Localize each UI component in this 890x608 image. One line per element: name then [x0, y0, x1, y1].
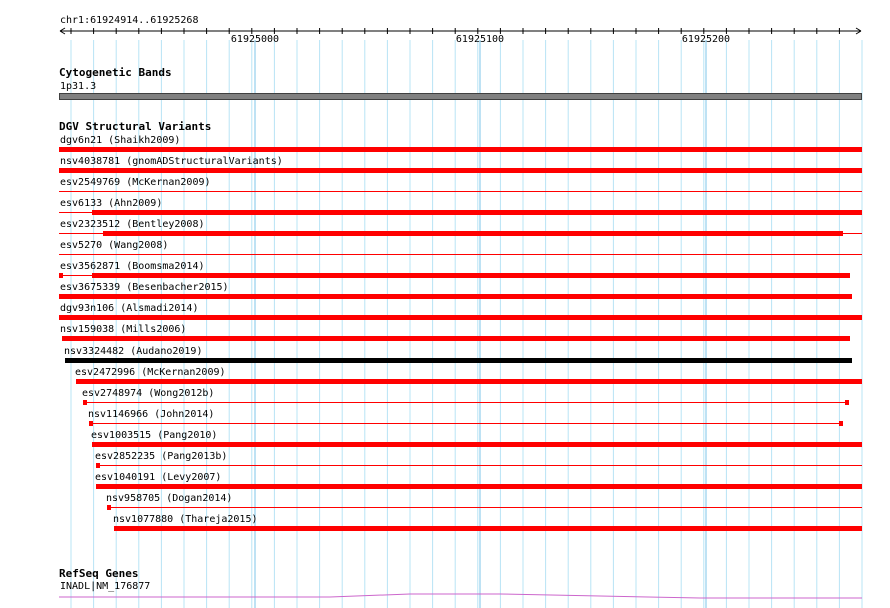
dgv-feature-glyph[interactable] — [0, 462, 890, 470]
feature-thick — [65, 358, 852, 363]
dgv-feature-glyph[interactable] — [0, 272, 890, 280]
dgv-feature-glyph[interactable] — [0, 483, 890, 491]
dgv-feature-label: esv6133 (Ahn2009) — [60, 198, 163, 210]
feature-end-block — [845, 400, 849, 405]
feature-thick — [96, 484, 862, 489]
dgv-feature-glyph[interactable] — [0, 525, 890, 533]
dgv-feature-glyph[interactable] — [0, 314, 890, 322]
ruler-tick-label: 61925000 — [230, 34, 280, 45]
dgv-feature-label: esv5270 (Wang2008) — [60, 240, 169, 252]
dgv-feature-glyph[interactable] — [0, 293, 890, 301]
feature-end-block — [839, 421, 843, 426]
dgv-feature-glyph[interactable] — [0, 399, 890, 407]
dgv-feature-label: dgv93n106 (Alsmadi2014) — [60, 303, 199, 315]
refseq-track-title: RefSeq Genes — [59, 567, 139, 580]
feature-thick — [62, 336, 850, 341]
ruler-tick-label: 61925200 — [681, 34, 731, 45]
dgv-feature-glyph[interactable] — [0, 335, 890, 343]
dgv-feature-label: esv2852235 (Pang2013b) — [95, 450, 228, 462]
dgv-feature-label: dgv6n21 (Shaikh2009) — [60, 135, 181, 146]
dgv-feature-label: esv2472996 (McKernan2009) — [75, 366, 226, 378]
dgv-feature-glyph[interactable] — [0, 378, 890, 386]
dgv-feature-glyph[interactable] — [0, 167, 890, 175]
dgv-feature-glyph[interactable] — [0, 209, 890, 217]
dgv-feature-glyph[interactable] — [0, 188, 890, 196]
dgv-feature-label: esv2549769 (McKernan2009) — [60, 177, 211, 189]
dgv-feature-label: esv1003515 (Pang2010) — [91, 429, 218, 441]
dgv-feature-glyph[interactable] — [0, 230, 890, 238]
dgv-feature-label: nsv3324482 (Audano2019) — [64, 345, 203, 357]
dgv-feature-glyph[interactable] — [0, 251, 890, 259]
dgv-feature-label: esv3562871 (Boomsma2014) — [60, 261, 205, 273]
dgv-feature-glyph[interactable] — [0, 357, 890, 365]
feature-thick — [76, 379, 862, 384]
dgv-feature-glyph[interactable] — [0, 441, 890, 449]
dgv-feature-glyph[interactable] — [0, 146, 890, 154]
dgv-feature-glyph[interactable] — [0, 420, 890, 428]
dgv-track-title: DGV Structural Variants — [59, 120, 212, 133]
feature-end-block — [107, 505, 111, 510]
feature-thick — [114, 526, 862, 531]
feature-thick — [59, 294, 852, 299]
feature-end-block — [89, 421, 93, 426]
cytoband-track-title: Cytogenetic Bands — [59, 66, 172, 79]
dgv-feature-glyph[interactable] — [0, 504, 890, 512]
dgv-feature-label: nsv1146966 (John2014) — [88, 408, 215, 420]
feature-thick — [103, 231, 843, 236]
dgv-feature-label: nsv958705 (Dogan2014) — [106, 492, 233, 504]
feature-thick — [92, 442, 862, 447]
feature-thick — [59, 168, 862, 173]
dgv-feature-label: esv1040191 (Levy2007) — [95, 471, 222, 483]
refseq-gene-line[interactable] — [0, 592, 890, 608]
dgv-feature-label: esv2748974 (Wong2012b) — [82, 387, 215, 399]
feature-thick — [59, 147, 862, 152]
refseq-gene-label: INADL|NM_176877 — [60, 581, 151, 592]
cytoband-label: 1p31.3 — [60, 81, 97, 92]
ruler-tick-label: 61925100 — [455, 34, 505, 45]
dgv-feature-label: nsv4038781 (gnomADStructuralVariants) — [60, 156, 283, 168]
feature-end-block — [96, 463, 100, 468]
dgv-feature-label: esv2323512 (Bentley2008) — [60, 219, 205, 231]
dgv-feature-label: nsv159038 (Mills2006) — [60, 324, 187, 336]
feature-end-block — [59, 273, 63, 278]
feature-thick — [92, 210, 862, 215]
cytoband-bar[interactable] — [59, 93, 862, 100]
region-label: chr1:61924914..61925268 — [60, 15, 199, 26]
dgv-feature-label: nsv1077880 (Thareja2015) — [113, 513, 258, 525]
dgv-feature-label: esv3675339 (Besenbacher2015) — [60, 282, 229, 294]
feature-thick — [92, 273, 850, 278]
feature-end-block — [83, 400, 87, 405]
feature-thick — [59, 315, 862, 320]
